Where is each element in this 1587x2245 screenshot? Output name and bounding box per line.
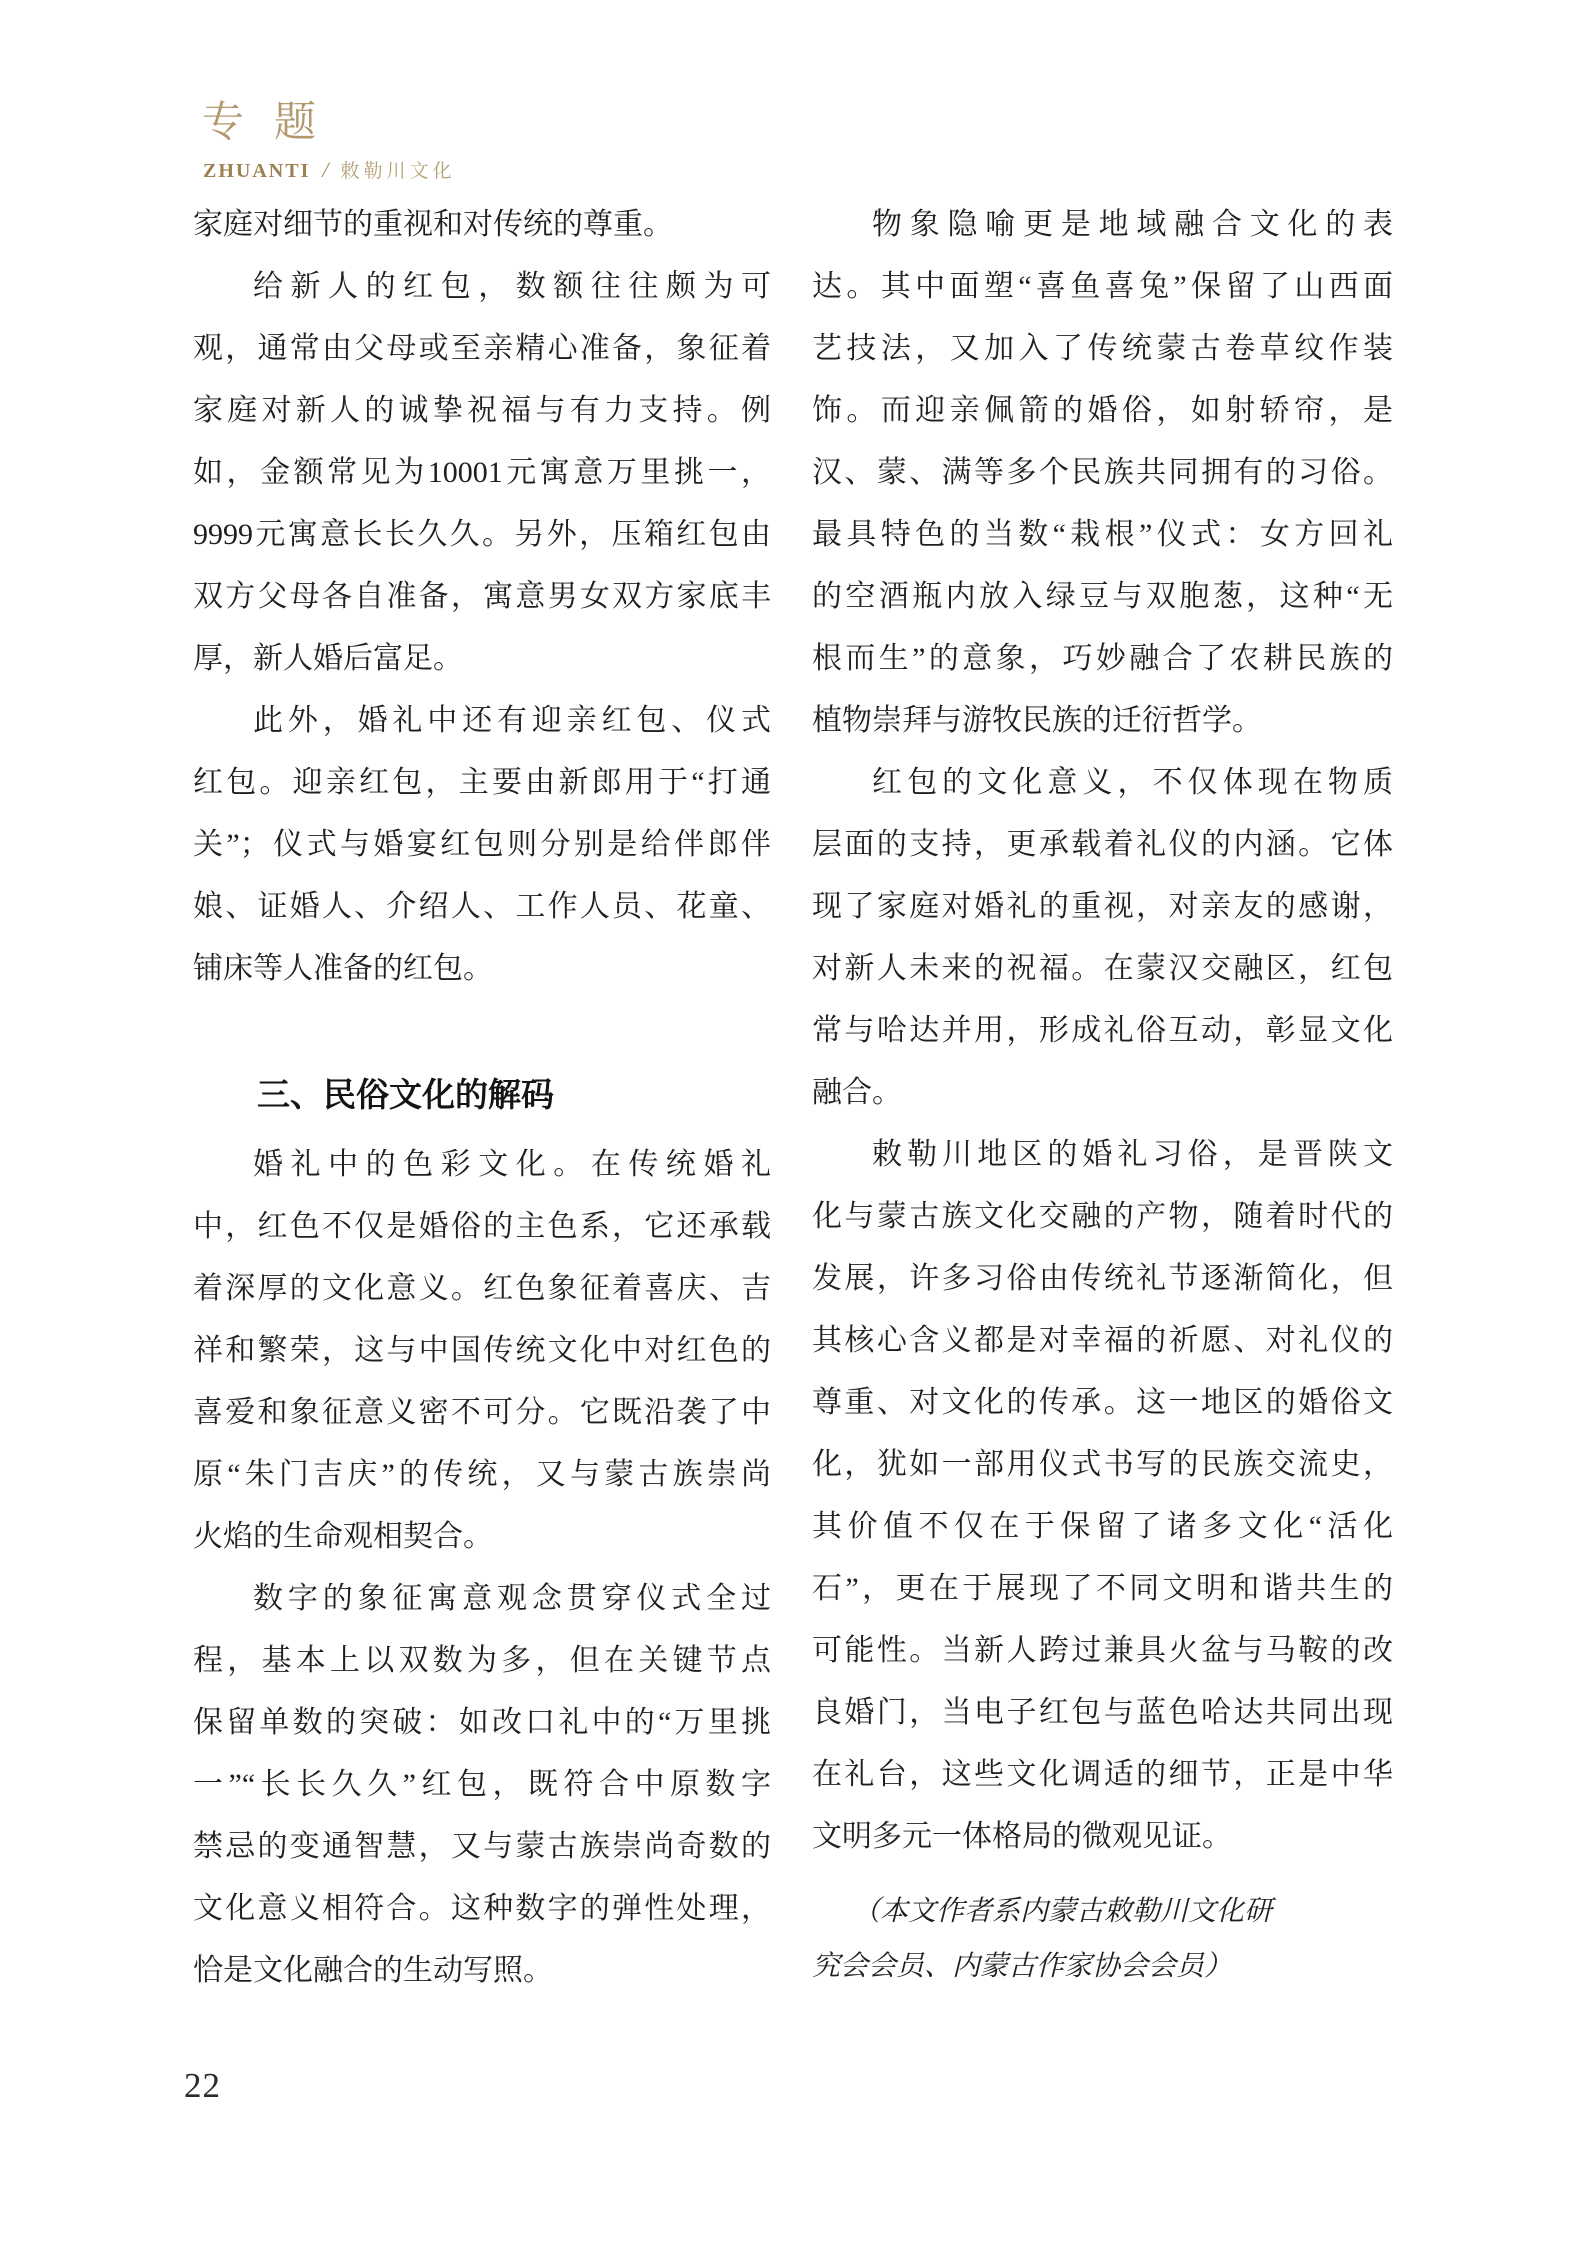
text-line: 现了家庭对婚礼的重视，对亲友的感谢， [812, 890, 1393, 923]
text-line: 达。其中面塑“喜鱼喜兔”保留了山西面 [812, 270, 1393, 303]
text-line: 文化意义相符合。这种数字的弹性处理， [193, 1892, 771, 1925]
text-line: 融合。 [812, 1076, 902, 1109]
text-line: 物象隐喻更是地域融合文化的表 [872, 208, 1393, 241]
text-line: 石”，更在于展现了不同文明和谐共生的 [812, 1572, 1393, 1605]
text-line: 数字的象征寓意观念贯穿仪式全过 [253, 1582, 771, 1615]
text-line: 常与哈达并用，形成礼俗互动，彰显文化 [812, 1014, 1393, 1047]
text-line: 对新人未来的祝福。在蒙汉交融区，红包 [812, 952, 1393, 985]
section-title: 专题 [202, 100, 347, 146]
text-line: 双方父母各自准备，寓意男女双方家底丰 [193, 580, 771, 613]
masthead-pinyin: ZHUANTI [203, 160, 311, 182]
text-line: 最具特色的当数“栽根”仪式：女方回礼 [812, 518, 1393, 551]
text-line: 化，犹如一部用仪式书写的民族交流史， [812, 1448, 1393, 1481]
text-line: 饰。而迎亲佩箭的婚俗，如射轿帘，是 [812, 394, 1393, 427]
text-line: 如，金额常见为10001元寓意万里挑一， [193, 456, 771, 489]
text-line: 其核心含义都是对幸福的祈愿、对礼仪的 [812, 1324, 1393, 1357]
text-line: 着深厚的文化意义。红色象征着喜庆、吉 [193, 1272, 771, 1305]
text-line: 火焰的生命观相契合。 [193, 1520, 493, 1553]
text-line: 程，基本上以双数为多，但在关键节点 [193, 1644, 771, 1677]
text-line: 红包的文化意义，不仅体现在物质 [872, 766, 1393, 799]
text-line: 化与蒙古族文化交融的产物，随着时代的 [812, 1200, 1393, 1233]
text-line: 婚礼中的色彩文化。在传统婚礼 [253, 1148, 771, 1181]
text-line: 恰是文化融合的生动写照。 [193, 1954, 553, 1987]
text-line: 9999元寓意长长久久。另外，压箱红包由 [193, 518, 771, 551]
text-line: 原“朱门吉庆”的传统，又与蒙古族崇尚 [193, 1458, 771, 1491]
text-line: 尊重、对文化的传承。这一地区的婚俗文 [812, 1386, 1393, 1419]
text-line: 艺技法，又加入了传统蒙古卷草纹作装 [812, 332, 1393, 365]
text-line: 根而生”的意象，巧妙融合了农耕民族的 [812, 642, 1393, 675]
section-heading: 三、民俗文化的解码 [257, 1076, 554, 1113]
text-line: 此外，婚礼中还有迎亲红包、仪式 [253, 704, 771, 737]
text-line: 观，通常由父母或至亲精心准备，象征着 [193, 332, 771, 365]
text-line: 禁忌的变通智慧，又与蒙古族崇尚奇数的 [193, 1830, 771, 1863]
masthead-subtitle [203, 157, 456, 184]
text-line: 关”；仪式与婚宴红包则分别是给伴郎伴 [193, 828, 771, 861]
author-attribution-line: 究会会员、内蒙古作家协会会员） [812, 1951, 1233, 1982]
text-line: 红包。迎亲红包，主要由新郎用于“打通 [193, 766, 771, 799]
text-line: 文明多元一体格局的微观见证。 [812, 1820, 1232, 1853]
text-line: 在礼台，这些文化调适的细节，正是中华 [812, 1758, 1393, 1791]
text-line: 祥和繁荣，这与中国传统文化中对红色的 [193, 1334, 771, 1367]
text-line: 敕勒川地区的婚礼习俗，是晋陕文 [872, 1138, 1393, 1171]
text-line: 的空酒瓶内放入绿豆与双胞葱，这种“无 [812, 580, 1393, 613]
text-line: 植物崇拜与游牧民族的迁衍哲学。 [812, 704, 1262, 737]
text-line: 汉、蒙、满等多个民族共同拥有的习俗。 [812, 456, 1393, 489]
text-line: 给新人的红包，数额往往颇为可 [253, 270, 771, 303]
text-line: 一”“长长久久”红包，既符合中原数字 [193, 1768, 771, 1801]
text-line: 家庭对细节的重视和对传统的尊重。 [193, 208, 673, 241]
left-column [193, 194, 771, 2002]
text-line: 家庭对新人的诚挚祝福与有力支持。例 [193, 394, 771, 427]
masthead-separator: / [322, 157, 329, 182]
text-line: 其价值不仅在于保留了诸多文化“活化 [812, 1510, 1393, 1543]
text-line: 喜爱和象征意义密不可分。它既沿袭了中 [193, 1396, 771, 1429]
text-line: 良婚门，当电子红包与蓝色哈达共同出现 [812, 1696, 1393, 1729]
text-line: 铺床等人准备的红包。 [193, 952, 493, 985]
text-line: 厚，新人婚后富足。 [193, 642, 463, 675]
text-line: 娘、证婚人、介绍人、工作人员、花童、 [193, 890, 771, 923]
text-line: 中，红色不仅是婚俗的主色系，它还承载 [193, 1210, 771, 1243]
page-number: 22 [184, 2066, 221, 2105]
text-line: 可能性。当新人跨过兼具火盆与马鞍的改 [812, 1634, 1393, 1667]
masthead-theme-label: 敕勒川文化 [340, 161, 456, 182]
text-line: 发展，许多习俗由传统礼节逐渐简化，但 [812, 1262, 1393, 1295]
author-attribution-line: （本文作者系内蒙古敕勒川文化研 [852, 1896, 1273, 1927]
text-line: 层面的支持，更承载着礼仪的内涵。它体 [812, 828, 1393, 861]
right-column [812, 194, 1393, 1994]
text-line: 保留单数的突破：如改口礼中的“万里挑 [193, 1706, 771, 1739]
